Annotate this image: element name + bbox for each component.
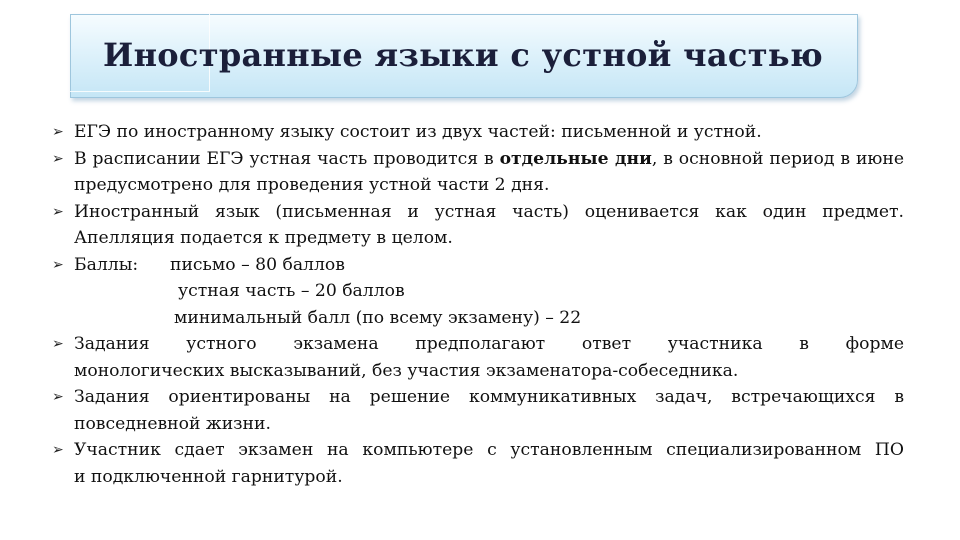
arrow-bullet-icon: ➢ <box>52 256 64 273</box>
arrow-bullet-icon: ➢ <box>52 336 64 352</box>
bullet-text-line: повседневной жизни. <box>74 413 271 434</box>
bullet-item-6 <box>52 384 904 437</box>
bullet-text-line: монологических высказываний, без участия экзаменатора-собеседника. <box>74 360 739 381</box>
arrow-bullet-icon: ➢ <box>52 389 64 405</box>
bullet-text-line: Иностранный язык (письменная и устная часть) оценивается как один предмет. <box>74 201 904 222</box>
bullet-text: В расписании ЕГЭ устная часть проводится в <box>74 148 500 169</box>
bullet-item-1 <box>52 119 904 146</box>
score-minimum: минимальный балл (по всему экзамену) – 22 <box>174 307 582 328</box>
score-written: письмо – 80 баллов <box>170 254 345 275</box>
bullet-text: , в основной период в июне предусмотрено для проведения устной части 2 дня. <box>74 148 904 195</box>
bullet-text-line: Участник сдает экзамен на компьютере с установленным специализированном ПО <box>74 440 904 460</box>
bullet-item-2 <box>52 146 904 199</box>
bullet-text: ЕГЭ по иностранному языку состоит из двух частей: письменной и устной. <box>74 122 762 142</box>
bullet-text-line: и подключенной гарнитурой. <box>74 466 343 487</box>
bullet-item-7 <box>52 437 904 490</box>
arrow-bullet-icon: ➢ <box>52 150 64 167</box>
bullet-text-bold: отдельные дни <box>499 148 652 169</box>
bullet-text-line: Задания устного экзамена предполагают ответ участника в форме <box>74 334 904 354</box>
bullet-text-line: Задания ориентированы на решение коммуникативных задач, встречающихся в <box>74 387 904 407</box>
bullet-item-4 <box>52 252 904 332</box>
bullet-item-3 <box>52 199 904 252</box>
arrow-bullet-icon: ➢ <box>52 124 64 140</box>
score-oral: устная часть – 20 баллов <box>178 281 405 301</box>
arrow-bullet-icon: ➢ <box>52 203 64 220</box>
bullet-list <box>52 119 904 490</box>
slide-title: Иностранные языки с устной частью <box>103 36 823 74</box>
bullet-item-5 <box>52 331 904 384</box>
scores-label: Баллы: <box>74 254 139 275</box>
bullet-text-line: Апелляция подается к предмету в целом. <box>74 228 453 248</box>
arrow-bullet-icon: ➢ <box>52 442 64 458</box>
